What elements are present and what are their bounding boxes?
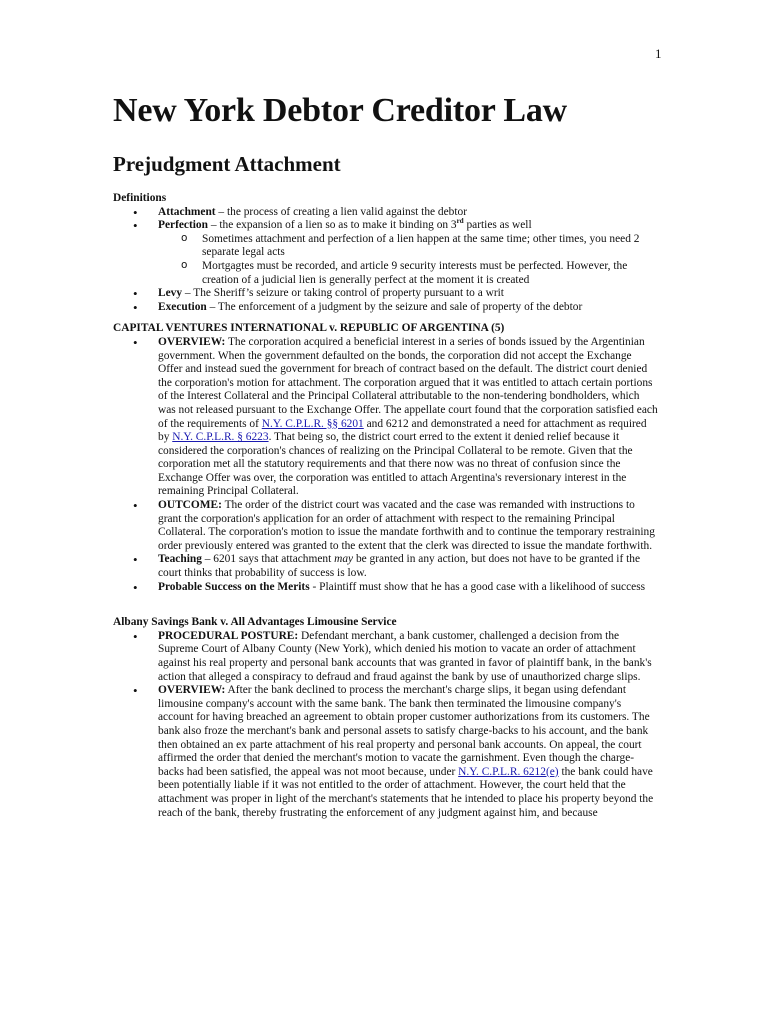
statute-link[interactable]: N.Y. C.P.L.R. §§ 6201: [261, 417, 364, 430]
section-title: Prejudgment Attachment: [113, 152, 341, 176]
overview-text: and 6212 and demonstrated a need for attachment as required by: [158, 417, 647, 444]
case-teaching: [158, 553, 658, 580]
term-definition: – the expansion of a lien so as to make it binding on 3: [207, 219, 457, 232]
definitions-heading: Definitions: [113, 192, 167, 204]
teaching-emphasis: may: [334, 553, 354, 566]
statute-link[interactable]: N.Y. C.P.L.R. § 6223: [172, 431, 269, 444]
term-label: Attachment: [158, 205, 216, 218]
outcome-text: The order of the district court was vacated and the case was remanded with instructions to grant the corporation's application for an order of attachment with respect to the remaining Principal Collateral. The corporation's motion to issue the mandate forthwith and to continue the temporary restraining order previously entered was granted to the extent that the clerk was directed to issue the mandate forthwith.: [158, 499, 655, 552]
term-label: Perfection: [158, 219, 208, 232]
definition-attachment: [158, 206, 658, 220]
perfection-sublist: [158, 233, 658, 287]
teaching-text: be granted in any action, but does not have to be granted if the court thinks that probability of success is low.: [158, 553, 640, 580]
sub-bullet: o Sometimes attachment and perfection of a lien happen at the same time; other times, you need 2 separate legal acts: [202, 233, 658, 260]
posture-label: PROCEDURAL POSTURE:: [158, 629, 299, 642]
case-procedural-posture: [158, 630, 658, 684]
sub-bullet: o Mortgagtes must be recorded, and article 9 security interests must be perfected. However, the creation of a judicial lien is generally perfect at the moment it is created: [202, 260, 658, 287]
overview-text: the bank could have been potentially liable if it was not entitled to the order of attachment. However, the court held that the attachment was proper in light of the merchant's statements that he intended to place his property beyond the reach of the bank, thereby frustrating the enforcement of any judgment against him, and because: [158, 765, 654, 819]
overview-text: . That being so, the district court erred to the extent it denied relief because it considered the corporation's chances of realizing on the Principal Collateral to be remote. Given that the corporation met all the statutory requirements and that there now was no threat of confusion since the Exchange Offer was over, the corporation was entitled to attach Argentina's reversionary interest in the remaining Principal Collateral.: [158, 431, 633, 498]
page-number: 1: [655, 46, 662, 61]
posture-text: Defendant merchant, a bank customer, challenged a decision from the Supreme Court of Albany County (New York), which denied his motion to vacate an order of attachment against his real property and personal bank accounts that was granted in favor of plaintiff bank, in the bank's action that alleged a conspiracy to defraud and fraud against the bank by use of unauthorized charge slips.: [158, 629, 652, 683]
case-probable-success: [158, 581, 658, 595]
teaching-text: – 6201 says that attachment: [201, 553, 335, 566]
term-definition: – The enforcement of a judgment by the seizure and sale of property of the debtor: [206, 300, 583, 313]
term-label: Execution: [158, 300, 207, 313]
document-body: [113, 192, 658, 820]
case-overview: [158, 684, 658, 820]
overview-label: OVERVIEW:: [158, 684, 226, 697]
case-outcome: [158, 499, 658, 553]
overview-text: The corporation acquired a beneficial interest in a series of bonds issued by the Argentinian government. When the government defaulted on the bonds, the corporation did not accept the Exchange Offer and instead sued the government for breach of contract based on the default. The district court denied the corporation's motion for attachment. The corporation argued that it was entitled to attach certain portions of the Interest Collateral and the Principal Collateral attributable to the non-tendering bondholders, which was not released pursuant to the Exchange Offer. The appellate court found that the corporation satisfied each of the requirements of: [158, 335, 658, 430]
definition-execution: [158, 301, 658, 315]
definition-perfection: [158, 219, 658, 287]
case-heading: Albany Savings Bank v. All Advantages Limousine Service: [113, 616, 397, 629]
overview-text: After the bank declined to process the merchant's charge slips, it began using defendant limousine company's account with the same bank. The bank then terminated the limousine company's account for having breached an agreement to obtain proper customer authorizations from its customers. The bank also froze the merchant's bank and personal assets to satisfy charge-backs to his account, and the bank then obtained an ex parte attachment of his real property and personal bank accounts. On appeal, the court affirmed the order that denied the merchant's motion to vacate the garnishment. Even though the charge-backs had been satisfied, the appeal was not moot because, under: [158, 684, 650, 778]
case-notes-list: [113, 630, 658, 820]
ordinal-suffix: rd: [456, 217, 464, 226]
overview-label: OVERVIEW:: [158, 335, 226, 348]
case-overview: [158, 336, 658, 499]
case-heading: CAPITAL VENTURES INTERNATIONAL v. REPUBLIC OF ARGENTINA (5): [113, 322, 505, 335]
term-definition: – The Sheriff’s seizure or taking control of property pursuant to a writ: [182, 287, 504, 300]
case-notes-list: [113, 336, 658, 594]
document-title: New York Debtor Creditor Law: [113, 92, 567, 129]
term-definition-end: parties as well: [463, 219, 532, 232]
definitions-list: [113, 206, 658, 315]
probable-text: - Plaintiff must show that he has a good case with a likelihood of success: [309, 580, 646, 593]
probable-label: Probable Success on the Merits: [158, 580, 310, 593]
definition-levy: [158, 287, 658, 301]
statute-link[interactable]: N.Y. C.P.L.R. 6212(e): [458, 765, 559, 778]
term-definition: – the process of creating a lien valid against the debtor: [215, 205, 468, 218]
outcome-label: OUTCOME:: [158, 499, 222, 512]
teaching-label: Teaching: [158, 553, 202, 566]
term-label: Levy: [158, 287, 183, 300]
